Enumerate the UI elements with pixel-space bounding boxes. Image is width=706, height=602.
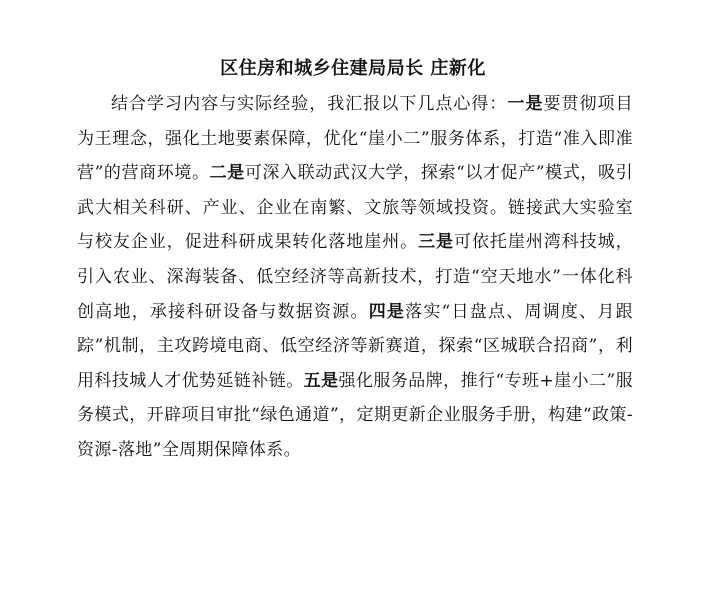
paragraph-text: 落实“日盘点、周调度、月跟踪”机制，主攻跨境电商、低空经济等新赛道，探索“区城联合招商”，利用科技城人才优势延链补链。 [77,301,634,391]
point-marker-4: 四是 [368,301,406,322]
paragraph-text: 结合学习内容与实际经验，我汇报以下几点心得： [111,94,508,114]
paragraph-text: 要贯彻项目为王理念，强化土地要素保障，优化“崖小二”服务体系，打造“准入即准营”的营商环境。 [77,94,633,184]
point-marker-2: 二是 [209,163,245,184]
paragraph-text: 强化服务品牌，推行“专班+崖小二”服务模式，开辟项目审批“绿色通道”，定期更新企业服务手册，构建“政策-资源-落地”全周期保障体系。 [77,370,633,460]
point-marker-1: 一是 [507,94,544,114]
body-paragraph [77,87,633,468]
paragraph-text: 可深入联动武汉大学，探索“以才促产”模式，吸引武大相关科研、产业、企业在南繁、文旅等领域投资。链接武大实验室与校友企业，促进科研成果转化落地崖州。 [77,163,634,253]
point-marker-3: 三是 [418,232,455,253]
document-title: 区住房和城乡住建局局长 庄新化 [220,58,486,79]
paragraph-text: 可依托崖州湾科技城，引入农业、深海装备、低空经济等高新技术，打造“空天地水”一体化科创高地，承接科研设备与数据资源。 [77,232,633,322]
point-marker-5: 五是 [303,370,339,391]
